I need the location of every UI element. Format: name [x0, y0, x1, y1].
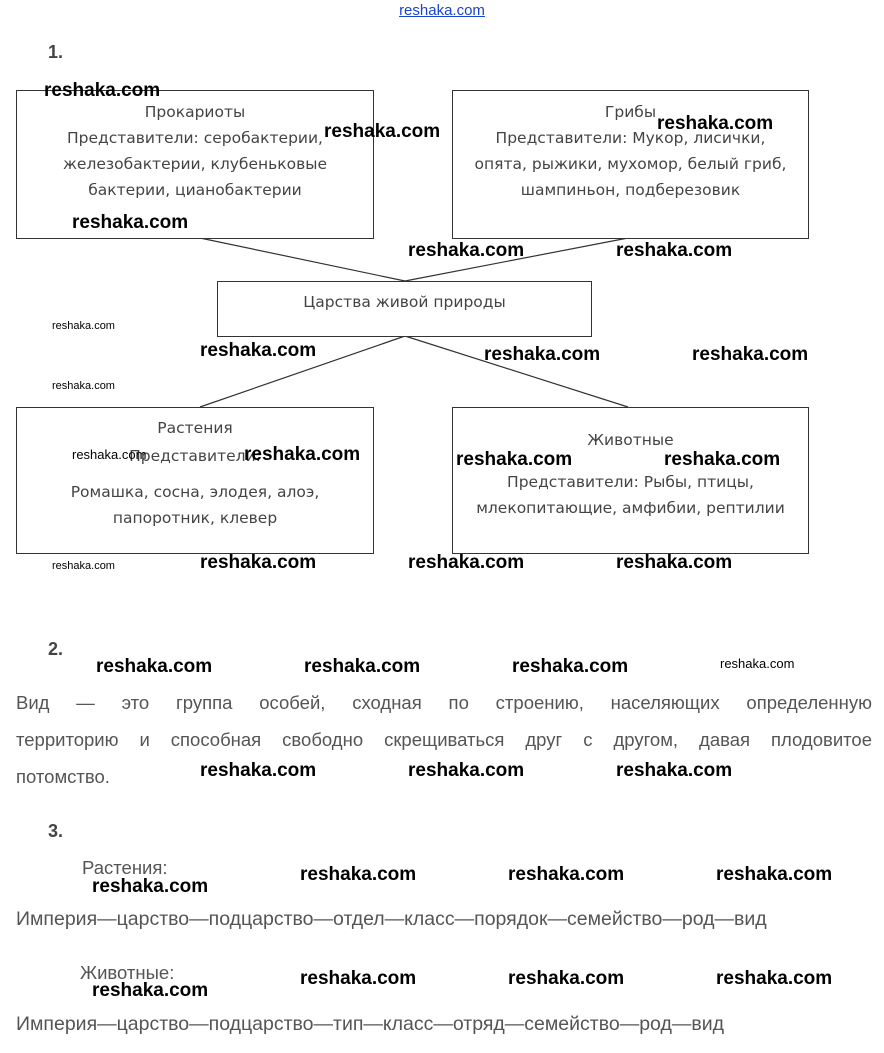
watermark: reshaka.com	[92, 876, 209, 897]
watermark: reshaka.com	[720, 656, 795, 671]
watermark: reshaka.com	[716, 864, 833, 885]
watermark: reshaka.com	[92, 980, 209, 1001]
watermark: reshaka.com	[44, 80, 161, 101]
box-line: опята, рыжики, мухомор, белый гриб,	[474, 155, 787, 173]
box-animals	[452, 407, 809, 554]
watermark: reshaka.com	[200, 760, 317, 781]
section-1-number: 1.	[48, 42, 64, 62]
watermark: reshaka.com	[244, 444, 361, 465]
box-title: Животные	[587, 431, 674, 449]
box-line: Представители: Рыбы, птицы,	[507, 473, 754, 491]
box-line: млекопитающие, амфибии, рептилии	[476, 499, 785, 517]
box-title: Грибы	[604, 103, 657, 121]
watermark: reshaka.com	[96, 656, 213, 677]
watermark: reshaka.com	[324, 121, 441, 142]
watermark: reshaka.com	[616, 552, 733, 573]
box-line: Представители: Мукор, лисички,	[495, 129, 766, 147]
box-line: железобактерии, клубеньковые	[62, 155, 328, 173]
box-title: Прокариоты	[144, 103, 246, 121]
watermark: reshaka.com	[200, 552, 317, 573]
animals-taxonomy-chain: Империя—царство—подцарство—тип—класс—отряд—семейство—род—вид	[16, 1013, 724, 1035]
definition-line: потомство.	[16, 766, 110, 787]
box-title: Растения	[157, 419, 233, 437]
watermark: reshaka.com	[512, 656, 629, 677]
section-3-number: 3.	[48, 821, 64, 841]
watermark: reshaka.com	[616, 760, 733, 781]
watermark: reshaka.com	[72, 447, 147, 462]
watermark: reshaka.com	[408, 552, 525, 573]
watermark: reshaka.com	[408, 760, 525, 781]
box-plants	[16, 407, 374, 554]
box-line: папоротник, клевер	[112, 509, 278, 527]
watermark: reshaka.com	[508, 968, 625, 989]
animals-label: Животные:	[80, 962, 175, 983]
box-line: Представители: серобактерии,	[67, 129, 323, 147]
watermark: reshaka.com	[52, 380, 115, 392]
plants-taxonomy-chain: Империя—царство—подцарство—отдел—класс—порядок—семейство—род—вид	[16, 908, 767, 930]
watermark: reshaka.com	[300, 864, 417, 885]
watermark: reshaka.com	[200, 340, 317, 361]
watermark: reshaka.com	[664, 449, 781, 470]
watermark: reshaka.com	[692, 344, 809, 365]
watermark: reshaka.com	[716, 968, 833, 989]
section-2-number: 2.	[48, 639, 64, 659]
watermark: reshaka.com	[304, 656, 421, 677]
watermark: reshaka.com	[52, 560, 115, 572]
box-line: Представители:	[129, 447, 261, 465]
watermark: reshaka.com	[52, 320, 115, 332]
box-prokaryotes	[16, 90, 374, 239]
center-title: Царства живой природы	[303, 293, 506, 311]
connector-prokaryotes	[200, 238, 405, 281]
watermark: reshaka.com	[408, 240, 525, 261]
watermark: reshaka.com	[657, 113, 774, 134]
definition-line: Вид — это группа особей, сходная по строению, населяющих определенную	[16, 692, 872, 713]
box-line: шампиньон, подберезовик	[520, 181, 741, 199]
watermark: reshaka.com	[616, 240, 733, 261]
center-box	[217, 281, 592, 337]
watermark: reshaka.com	[508, 864, 625, 885]
watermark: reshaka.com	[456, 449, 573, 470]
site-link[interactable]: reshaka.com	[399, 2, 485, 19]
watermark: reshaka.com	[300, 968, 417, 989]
box-line: бактерии, цианобактерии	[88, 181, 302, 199]
definition-line: территорию и способная свободно скрещиваться друг с другом, давая плодовитое	[16, 729, 872, 750]
watermark: reshaka.com	[484, 344, 601, 365]
box-line: Ромашка, сосна, элодея, алоэ,	[70, 483, 320, 501]
plants-label: Растения:	[82, 857, 168, 878]
watermark: reshaka.com	[72, 212, 189, 233]
